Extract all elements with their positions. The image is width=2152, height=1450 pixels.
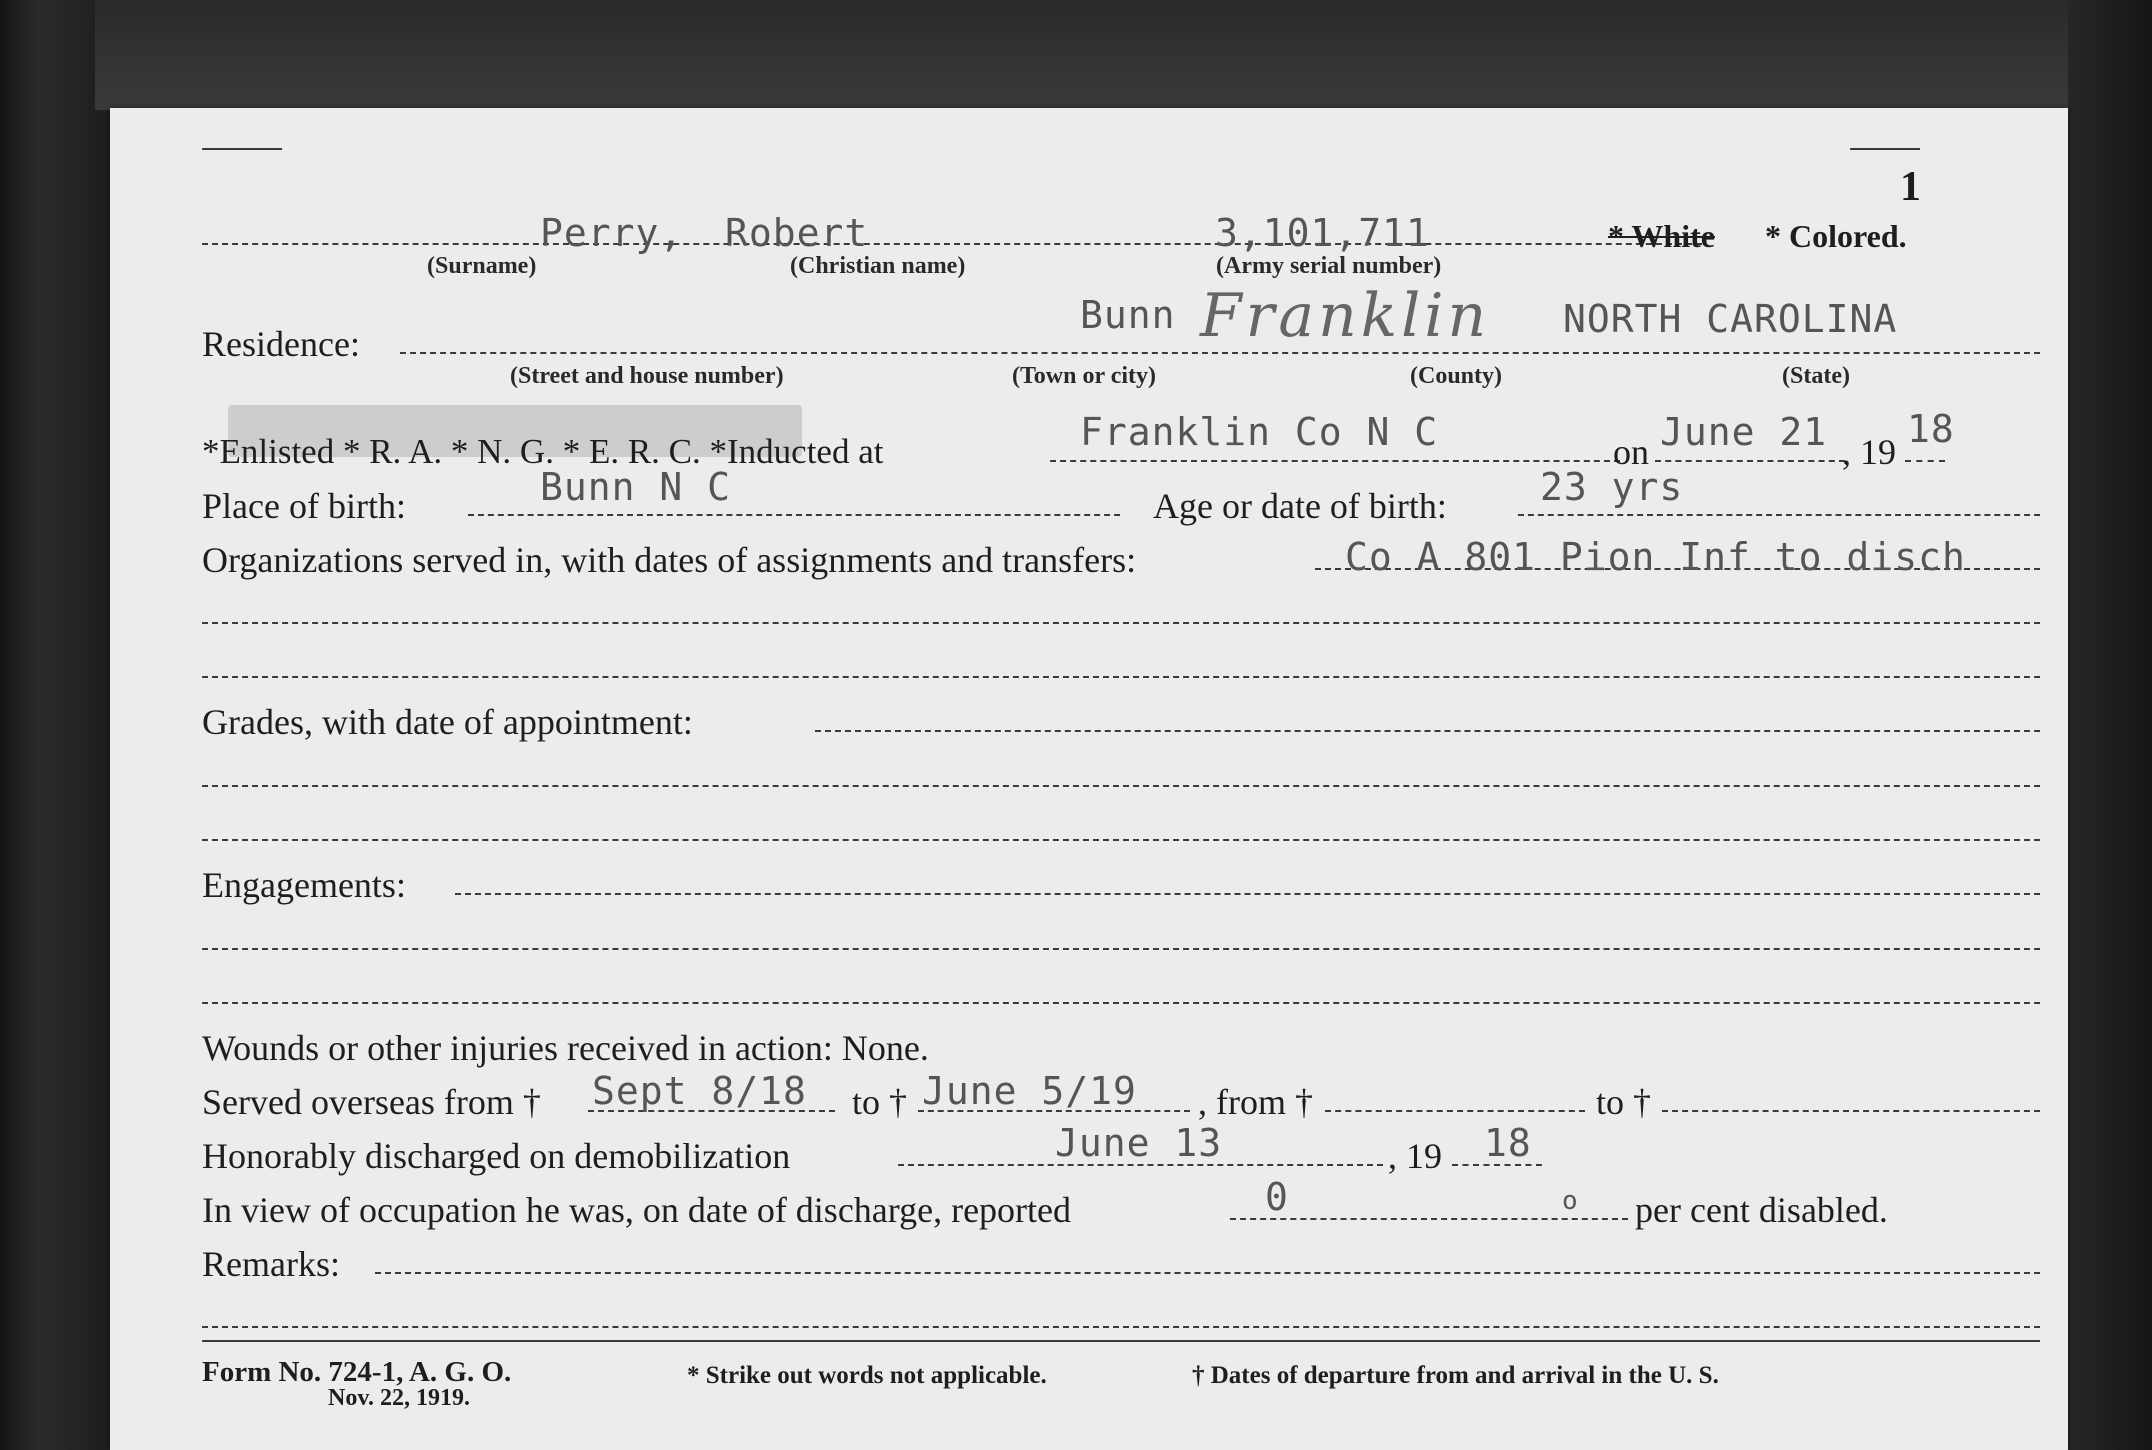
christian-name-caption: (Christian name) xyxy=(790,253,966,279)
age-label: Age or date of birth: xyxy=(1153,486,1447,526)
induction-on-label: on xyxy=(1613,432,1649,472)
induction-year-underline xyxy=(1905,460,1945,462)
remarks-line-2 xyxy=(202,1326,2040,1328)
disability-value: 0 xyxy=(1265,1175,1289,1219)
discharge-year-prefix: , 19 xyxy=(1388,1136,1442,1176)
engagements-label: Engagements: xyxy=(202,865,406,905)
serial-number-caption: (Army serial number) xyxy=(1216,253,1442,279)
overseas-label: Served overseas from † xyxy=(202,1082,541,1122)
organizations-line-3 xyxy=(202,676,2040,678)
organizations-line-2 xyxy=(202,622,2040,624)
corner-mark-left xyxy=(202,148,282,150)
christian-name-value: Robert xyxy=(725,211,869,255)
county-caption: (County) xyxy=(1410,363,1503,389)
wounds-statement: Wounds or other injuries received in action: None. xyxy=(202,1028,929,1068)
scan-border-right xyxy=(2068,0,2152,1450)
induction-date-underline xyxy=(1655,460,1845,462)
residence-town-value: Bunn xyxy=(1080,293,1176,337)
engagements-line-2 xyxy=(202,948,2040,950)
overseas-to-value: June 5/19 xyxy=(922,1069,1137,1113)
remarks-label: Remarks: xyxy=(202,1244,340,1284)
serial-number-value: 3,101,711 xyxy=(1215,211,1430,255)
scan-border-top xyxy=(95,0,2152,110)
town-caption: (Town or city) xyxy=(1012,363,1156,389)
organizations-label: Organizations served in, with dates of assignments and transfers: xyxy=(202,540,1137,580)
residence-underline xyxy=(400,352,2040,354)
service-record-card xyxy=(110,108,2068,1450)
discharge-year-value: 18 xyxy=(1484,1121,1532,1165)
remarks-underline xyxy=(375,1272,2040,1274)
induction-place-value: Franklin Co N C xyxy=(1080,410,1439,454)
disability-label: In view of occupation he was, on date of discharge, reported xyxy=(202,1190,1072,1230)
organizations-value: Co A 801 Pion Inf to disch xyxy=(1345,535,1966,579)
disability-mark: o xyxy=(1562,1186,1579,1216)
induction-year-prefix: , 19 xyxy=(1842,432,1896,472)
corner-mark-right xyxy=(1850,148,1920,150)
surname-caption: (Surname) xyxy=(427,253,537,279)
residence-label: Residence: xyxy=(202,324,360,364)
discharge-date-value: June 13 xyxy=(1055,1121,1223,1165)
form-date: Nov. 22, 1919. xyxy=(328,1385,471,1411)
form-number: Form No. 724-1, A. G. O. xyxy=(202,1356,512,1388)
disability-underline xyxy=(1230,1218,1628,1220)
birth-place-value: Bunn N C xyxy=(540,465,732,509)
strike-out-note: * Strike out words not applicable. xyxy=(687,1362,1047,1389)
age-underline xyxy=(1518,514,2040,516)
engagements-underline xyxy=(455,893,2040,895)
overseas-from2-label: , from † xyxy=(1198,1082,1313,1122)
induction-date-value: June 21 xyxy=(1660,410,1828,454)
age-value: 23 yrs xyxy=(1540,465,1684,509)
footer-rule xyxy=(202,1340,2040,1342)
residence-state-value: NORTH CAROLINA xyxy=(1563,297,1898,341)
surname-value: Perry, xyxy=(540,211,684,255)
grades-line-2 xyxy=(202,785,2040,787)
induction-year-value: 18 xyxy=(1907,407,1955,451)
overseas-to-label: to † xyxy=(852,1082,908,1122)
residence-county-value: Franklin xyxy=(1200,281,1491,351)
overseas-to2-label: to † xyxy=(1596,1082,1652,1122)
dates-note: † Dates of departure from and arrival in the U. S. xyxy=(1192,1362,1719,1389)
discharge-label: Honorably discharged on demobilization xyxy=(202,1136,791,1176)
colored-label: * Colored. xyxy=(1765,218,1907,254)
disability-suffix: per cent disabled. xyxy=(1635,1190,1888,1230)
grades-line-3 xyxy=(202,839,2040,841)
overseas-from-value: Sept 8/18 xyxy=(592,1069,807,1113)
street-caption: (Street and house number) xyxy=(510,363,784,389)
birth-place-underline xyxy=(468,514,1120,516)
state-caption: (State) xyxy=(1782,363,1850,389)
card-number: 1 xyxy=(1900,164,1921,210)
engagements-line-3 xyxy=(202,1002,2040,1004)
induction-place-underline xyxy=(1050,460,1620,462)
overseas-to2-underline xyxy=(1662,1110,2040,1112)
scan-border-left xyxy=(0,0,95,1450)
birth-place-label: Place of birth: xyxy=(202,486,406,526)
white-label: * White xyxy=(1608,218,1715,254)
name-underline xyxy=(202,243,1702,245)
grades-underline xyxy=(815,730,2040,732)
grades-label: Grades, with date of appointment: xyxy=(202,702,693,742)
overseas-from2-underline xyxy=(1325,1110,1585,1112)
enlistment-label: *Enlisted * R. A. * N. G. * E. R. C. *Inducted at xyxy=(202,432,884,471)
